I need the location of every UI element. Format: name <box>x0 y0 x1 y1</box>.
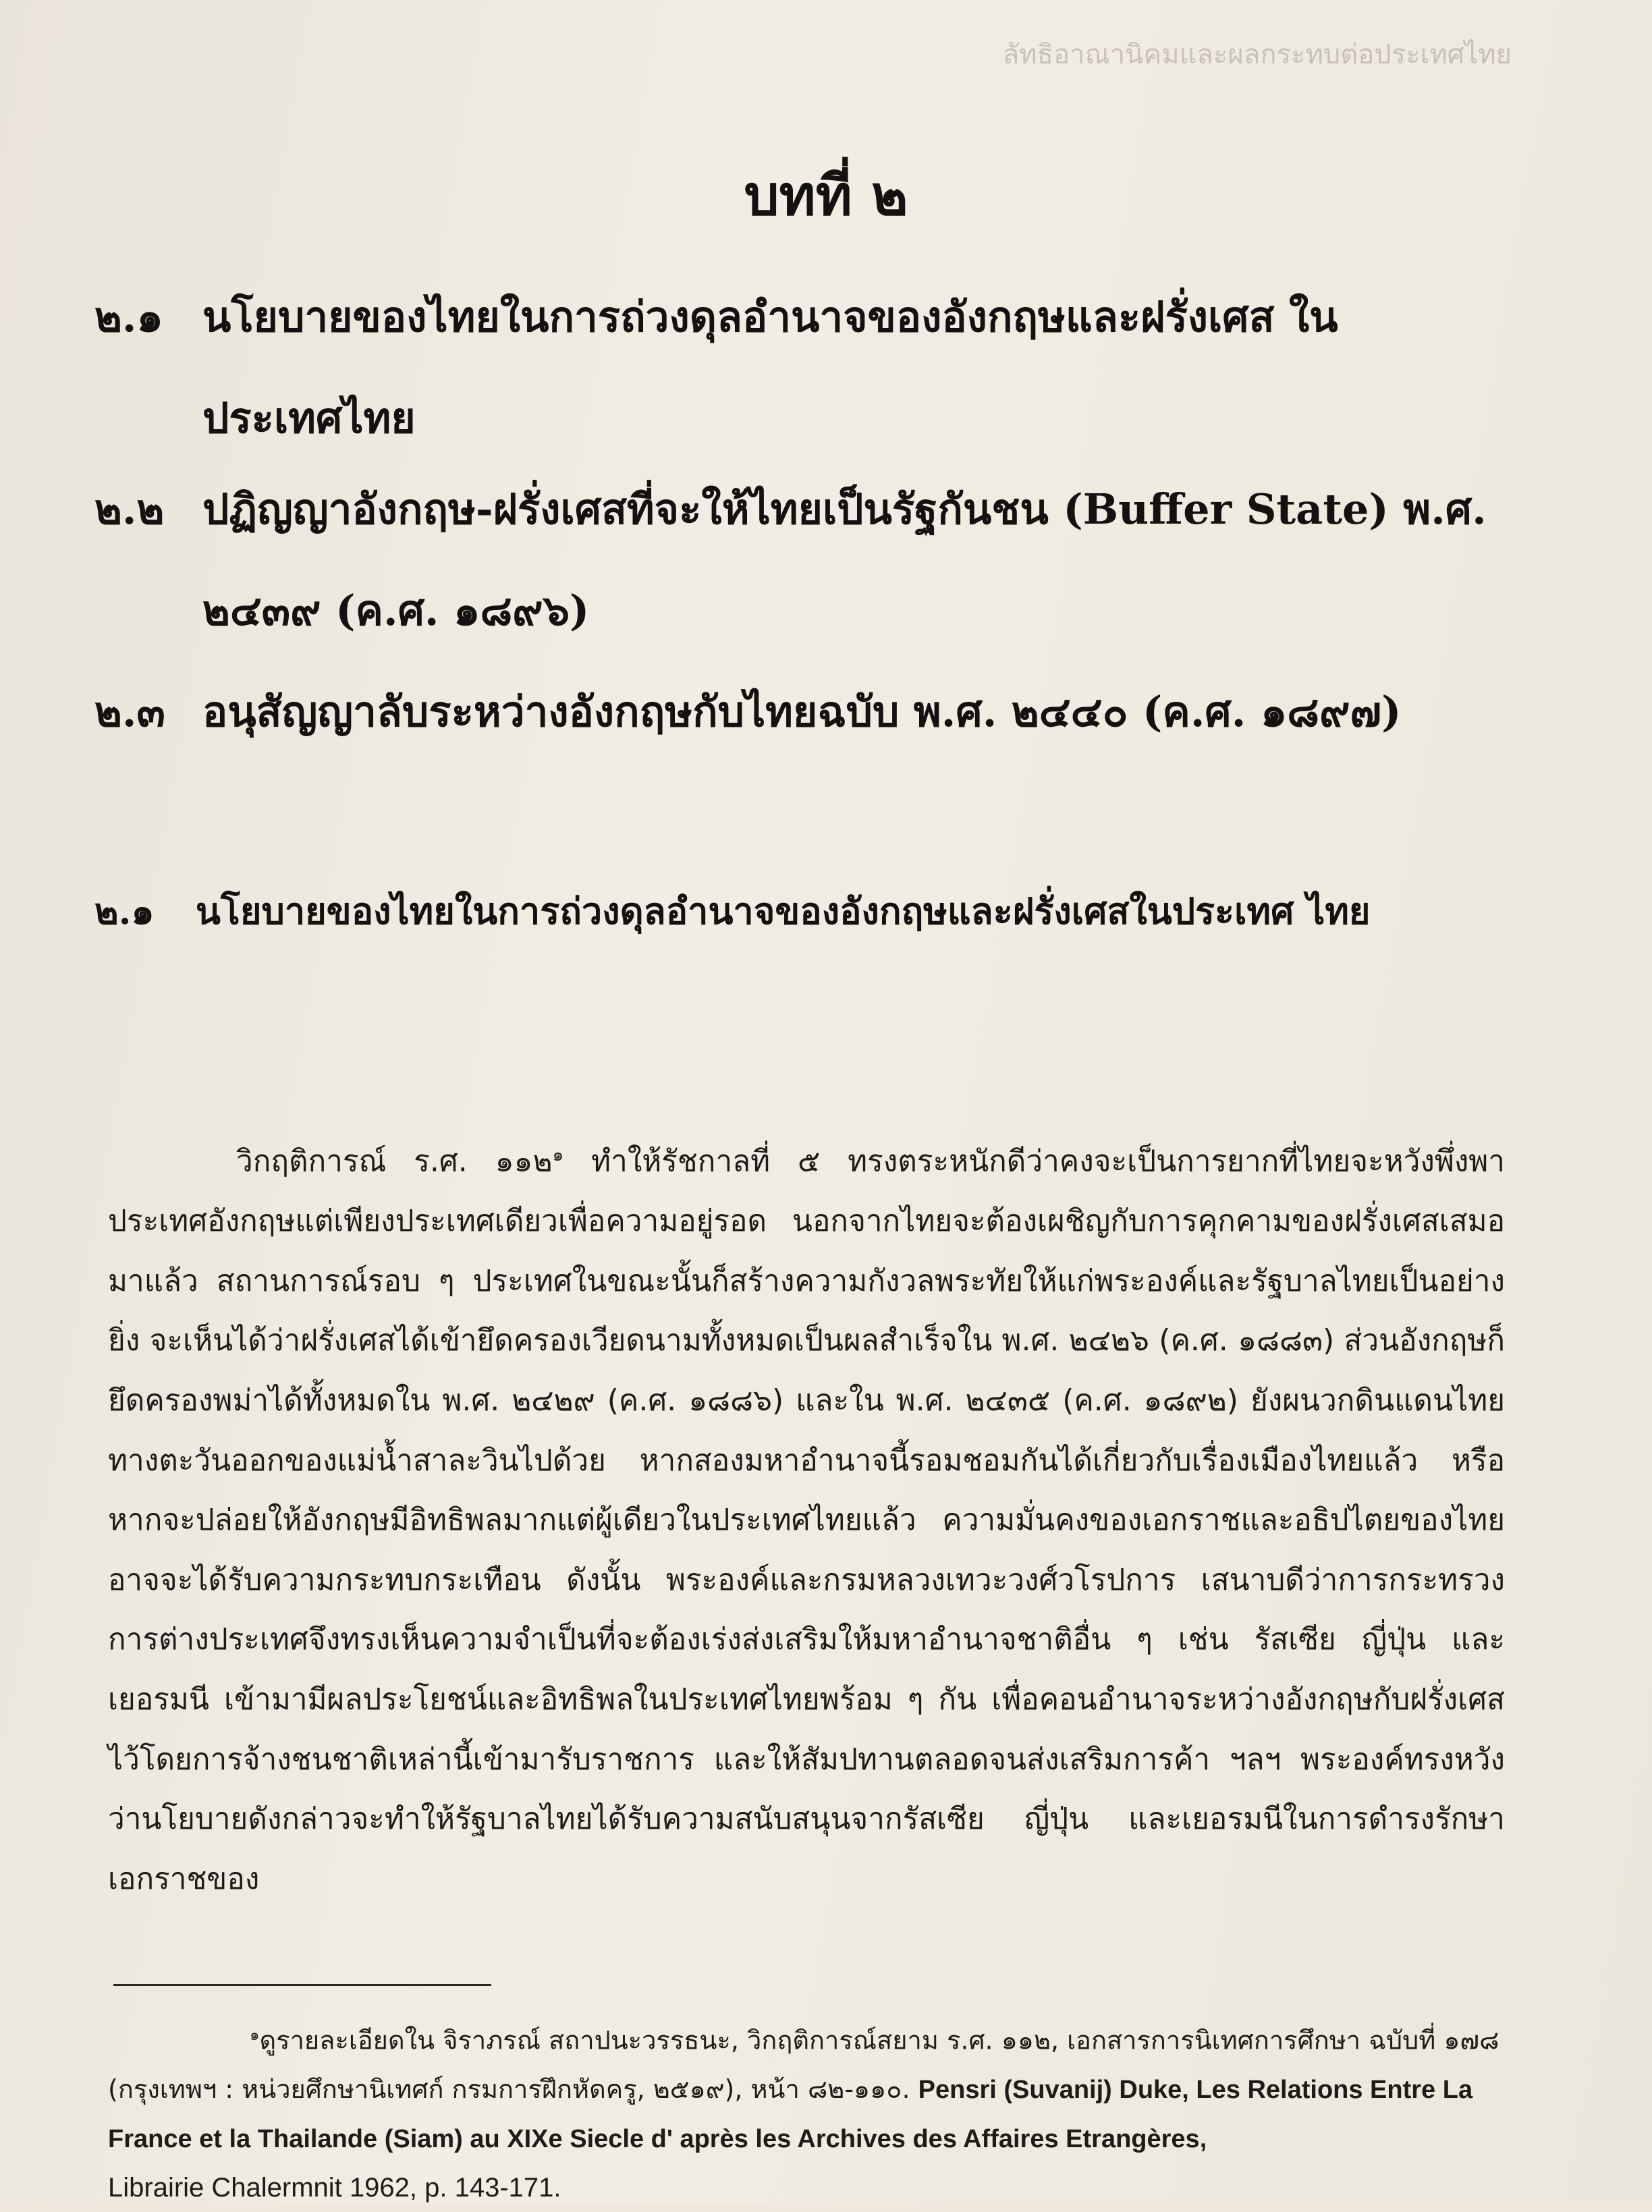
footnote-thai <box>108 2011 1505 2163</box>
contents-item-1 <box>94 267 1512 469</box>
footnote-mark: ๑ <box>250 2026 260 2044</box>
section-number: ๒.๑ <box>94 889 155 933</box>
contents-item-2-text: ปฏิญญาอังกฤษ-ฝรั่งเศสที่จะให้ไทยเป็นรัฐกันชน (Buffer State) พ.ศ. ๒๔๓๙ (ค.ศ. ๑๘๙๖) <box>202 485 1487 635</box>
footnote-publisher: Librairie Chalermnit 1962, p. 143-171. <box>108 2172 561 2203</box>
body-paragraph <box>108 1126 1505 1909</box>
contents-item-3-number: ๒.๓ <box>94 687 165 736</box>
contents-item-1-text: นโยบายของไทยในการถ่วงดุลอำนาจของอังกฤษและฝรั่งเศส ในประเทศไทย <box>202 292 1338 443</box>
footnote-english-citation: Pensri (Suvanij) Duke, Les Relations Entre La France et la Thailande (Siam) au XIXe Siecle d' après les Archives des Affaires Etrangères, <box>108 2075 1473 2153</box>
footnote-divider <box>113 1984 491 1986</box>
contents-item-3-text: อนุสัญญาลับระหว่างอังกฤษกับไทยฉบับ พ.ศ. ๒๔๔๐ (ค.ศ. ๑๘๙๗) <box>202 687 1402 736</box>
section-title: นโยบายของไทยในการถ่วงดุลอำนาจของอังกฤษและฝรั่งเศสในประเทศ ไทย <box>196 889 1371 933</box>
footnote-reference: ๑ <box>552 1144 564 1165</box>
body-text-rest: ทำให้รัชกาลที่ ๕ ทรงตระหนักดีว่าคงจะเป็นการยากที่ไทยจะหวังพึ่งพาประเทศอังกฤษแต่เพียงประเทศเดียวเพื่อความอยู่รอด นอกจากไทยจะต้องเผชิญกับการคุกคามของฝรั่งเศสเสมอมาแล้ว สถานการณ์รอบ ๆ ประเทศในขณะนั้นก็สร้างความกังวลพระทัยให้แก่พระองค์และรัฐบาลไทยเป็นอย่างยิ่ง จะเห็นได้ว่าฝรั่งเศสได้เข้ายึดครองเวียดนามทั้งหมดเป็นผลสำเร็จใน พ.ศ. ๒๔๒๖ (ค.ศ. ๑๘๘๓) ส่วนอังกฤษก็ยึดครองพม่าได้ทั้งหมดใน พ.ศ. ๒๔๒๙ (ค.ศ. ๑๘๘๖) และใน พ.ศ. ๒๔๓๕ (ค.ศ. ๑๘๙๒) ยังผนวกดินแดนไทยทางตะวันออกของแม่น้ำสาละวินไปด้วย หากสองมหาอำนาจนี้รอมชอมกันได้เกี่ยวกับเรื่องเมืองไทยแล้ว หรือหากจะปล่อยให้อังกฤษมีอิทธิพลมากแต่ผู้เดียวในประเทศไทยแล้ว ความมั่นคงของเอกราชและอธิปไตยของไทยอาจจะได้รับความกระทบกระเทือน ดังนั้น พระองค์และกรมหลวงเทวะวงศ์วโรปการ เสนาบดีว่าการกระทรวงการต่างประเทศจึงทรงเห็นความจำเป็นที่จะต้องเร่งส่งเสริมให้มหาอำนาจชาติอื่น ๆ เช่น รัสเซีย ญี่ปุ่น และเยอรมนี เข้ามามีผลประโยชน์และอิทธิพลในประเทศไทยพร้อม ๆ กัน เพื่อคอนอำนาจระหว่างอังกฤษกับฝรั่งเศสไว้โดยการจ้างชนชาติเหล่านี้เข้ามารับราชการ และให้สัมปทานตลอดจนส่งเสริมการค้า ฯลฯ พระองค์ทรงหวังว่านโยบายดังกล่าวจะทำให้รัฐบาลไทยได้รับความสนับสนุนจากรัสเซีย ญี่ปุ่น และเยอรมนีในการดำรงรักษาเอกราชของ <box>108 1144 1506 1896</box>
contents-item-3 <box>94 661 1512 763</box>
contents-item-1-number: ๒.๑ <box>94 292 163 341</box>
contents-item-2 <box>94 459 1512 661</box>
section-heading <box>94 877 1512 945</box>
footnote <box>108 2011 1505 2212</box>
contents-item-2-number: ๒.๒ <box>94 485 165 534</box>
chapter-title: บทที่ ๒ <box>744 163 908 228</box>
body-text-start: วิกฤติการณ์ ร.ศ. ๑๑๒ <box>236 1144 553 1179</box>
footnote-thai-text: ดูรายละเอียดใน จิราภรณ์ สถาปนะวรรธนะ, วิกฤติการณ์สยาม ร.ศ. ๑๑๒, เอกสารการนิเทศการศึกษา ฉบับที่ ๑๗๘ (กรุงเทพฯ : หน่วยศึกษานิเทศก์ กรมการฝึกหัดครู, ๒๕๑๙), หน้า ๘๒-๑๑๐. <box>108 2025 1499 2104</box>
running-header-bleed: ลัทธิอาณานิคมและผลกระทบต่อประเทศไทย <box>1002 39 1512 70</box>
